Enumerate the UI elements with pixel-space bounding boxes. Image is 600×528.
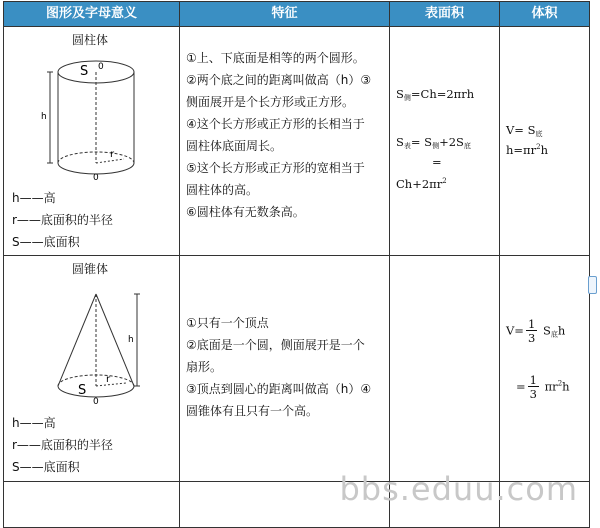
cylinder-volume-cell — [500, 27, 590, 256]
feature-line: 扇形。 — [186, 360, 223, 374]
cone-features — [186, 312, 385, 422]
legend-h: h——高 — [12, 416, 56, 430]
cylinder-legend — [12, 187, 113, 253]
cylinder-features-cell — [180, 27, 390, 256]
formula-s: S — [396, 87, 404, 101]
formula-h: h — [562, 379, 570, 394]
feature-line: ⑤这个长方形或正方形的宽相当于 — [186, 161, 365, 175]
cone-legend — [12, 412, 113, 478]
cone-label-r: r — [106, 374, 111, 385]
cone-features-cell — [180, 256, 390, 482]
side-scroll-handle[interactable] — [588, 276, 597, 294]
cone-figure — [4, 282, 180, 432]
feature-line: 圆锥体有且只有一个高。 — [186, 404, 319, 418]
header-surface-area: 表面积 — [390, 2, 500, 27]
legend-s: S——底面积 — [12, 235, 80, 249]
formula-sub-side: 侧 — [403, 94, 411, 102]
formula-mid: = S — [410, 135, 433, 149]
cone-volume-formula-2 — [516, 374, 570, 401]
formula-tail: πr — [544, 379, 558, 394]
cone-shape-cell — [4, 256, 180, 482]
side-area-formula — [396, 87, 474, 103]
formula-rest: +2S — [439, 135, 464, 149]
cylinder-volume-formula — [506, 123, 542, 139]
cylinder-volume-formula-2 — [506, 143, 548, 157]
legend-r: r——底面积的半径 — [12, 213, 113, 227]
cone-left-side — [58, 294, 96, 386]
feature-line: 圆柱体底面周长。 — [186, 139, 283, 153]
formula-v: V= S — [506, 123, 536, 137]
legend-r: r——底面积的半径 — [12, 438, 113, 452]
equals-sign: = — [432, 155, 442, 169]
cylinder-label-r: r — [110, 149, 115, 160]
cylinder-label-s: S — [80, 64, 89, 79]
feature-line: ①只有一个顶点 — [186, 316, 269, 330]
cone-volume-formula — [506, 318, 565, 345]
total-area-result — [396, 177, 447, 191]
cylinder-title: 圆柱体 — [72, 33, 109, 47]
fraction-one-third — [528, 374, 539, 401]
feature-line: ④这个长方形或正方形的长相当于 — [186, 117, 365, 131]
formula-sub-side: 侧 — [432, 142, 440, 150]
cone-row — [4, 256, 590, 482]
formula-last: Ch+2πr — [396, 177, 443, 191]
cylinder-label-h: h — [41, 112, 47, 122]
formula-s: S — [542, 323, 551, 338]
formula-h-left: h=πr — [506, 143, 537, 157]
formula-table — [3, 1, 590, 528]
feature-line: 圆柱体的高。 — [186, 183, 259, 197]
cylinder-row — [4, 27, 590, 256]
feature-line: ③顶点到圆心的距离叫做高（h）④ — [186, 382, 372, 396]
fraction-denominator: 3 — [527, 331, 536, 345]
formula-sup: 2 — [536, 143, 541, 151]
formula-eq: = — [516, 379, 526, 394]
feature-line: ②两个底之间的距离叫做高（h）③ — [186, 73, 372, 87]
cone-base-front — [58, 386, 134, 397]
formula-sub-total: 表 — [403, 142, 411, 150]
cylinder-shape-cell — [4, 27, 180, 256]
feature-line: ⑥圆柱体有无数条高。 — [186, 205, 305, 219]
cylinder-label-o-top: 0 — [98, 62, 104, 72]
formula-s: S — [396, 135, 404, 149]
header-volume: 体积 — [500, 2, 590, 27]
cone-surface-cell — [390, 256, 500, 482]
header-row — [4, 2, 590, 27]
fraction-numerator: 1 — [527, 317, 536, 331]
legend-s: S——底面积 — [12, 460, 80, 474]
feature-line: ①上、下底面是相等的两个圆形。 — [186, 51, 365, 65]
cylinder-features — [186, 47, 385, 223]
total-area-formula — [396, 135, 471, 151]
header-shape: 图形及字母意义 — [4, 2, 180, 27]
cone-volume-cell — [500, 256, 590, 482]
fraction-numerator: 1 — [529, 373, 537, 387]
formula-sup: 2 — [442, 177, 447, 185]
fraction-one-third — [526, 318, 537, 345]
cone-label-h: h — [128, 335, 134, 345]
feature-line: 侧面展开是个长方形或正方形。 — [186, 95, 355, 109]
header-features: 特征 — [180, 2, 390, 27]
formula-h-right: h — [540, 143, 548, 157]
cone-title: 圆锥体 — [72, 262, 109, 276]
fraction-denominator: 3 — [529, 387, 537, 401]
formula-sub-base: 底 — [535, 130, 543, 138]
watermark: bbs.eduu.com — [339, 470, 578, 508]
legend-h: h——高 — [12, 191, 56, 205]
formula-sub-base: 底 — [550, 330, 558, 339]
cylinder-label-o-bottom: 0 — [93, 173, 99, 183]
cone-radius — [96, 383, 126, 386]
cone-label-s: S — [78, 383, 87, 398]
formula-sub-base: 底 — [463, 142, 471, 150]
formula-side-rest: =Ch=2πrh — [410, 87, 475, 101]
formula-h: h — [557, 323, 566, 338]
cylinder-figure — [4, 47, 180, 197]
cone-label-o: 0 — [93, 397, 99, 407]
cylinder-surface-cell — [390, 27, 500, 256]
formula-sup: 2 — [557, 379, 563, 388]
formula-v: V= — [506, 323, 524, 338]
feature-line: ②底面是一个圆，侧面展开是一个 — [186, 338, 365, 352]
empty-cell — [4, 482, 180, 528]
